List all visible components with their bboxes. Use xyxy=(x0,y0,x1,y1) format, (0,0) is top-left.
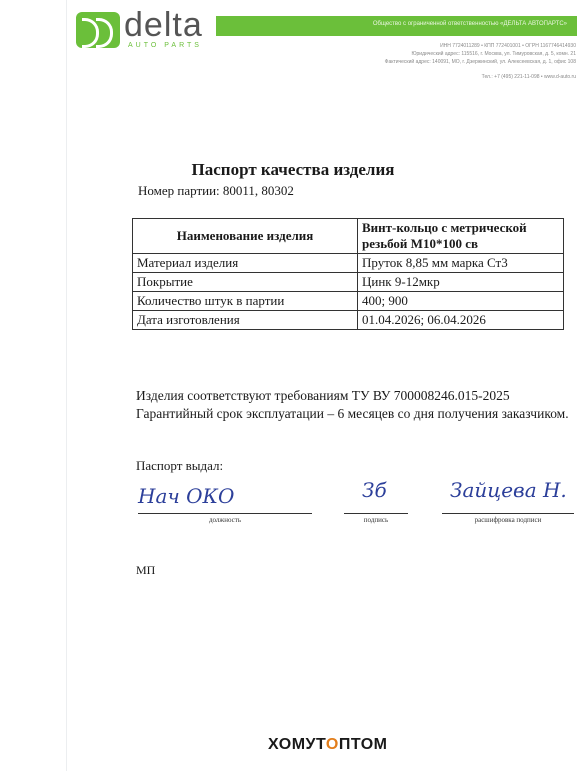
row-value: 01.04.2026; 06.04.2026 xyxy=(358,311,564,330)
warranty-text: Гарантийный срок эксплуатации – 6 месяцев со дня получения заказчиком. xyxy=(136,406,569,421)
row-label: Дата изготовления xyxy=(133,311,358,330)
issued-by-label: Паспорт выдал: xyxy=(136,458,224,473)
table-row xyxy=(133,292,564,311)
stamp-label: МП xyxy=(136,563,156,577)
requisites-line-3: Фактический адрес: 140091, МО, г. Дзержинский, ул. Алексеевская, д. 1, офис 108 xyxy=(384,59,576,65)
signature-caption: подпись xyxy=(344,513,408,524)
compliance-text: Изделия соответствуют требованиям ТУ ВУ 700008246.015-2025 xyxy=(136,388,510,403)
row-value: Пруток 8,85 мм марка Ст3 xyxy=(358,254,564,273)
signature-decode-caption: расшифровка подписи xyxy=(442,513,574,524)
batch-number: Номер партии: 80011, 80302 xyxy=(138,183,294,198)
logo-sub: AUTO PARTS xyxy=(128,42,202,49)
requisites-line-2: Юридический адрес: 115516, г. Москва, ул. Тимуровская, д. 5, комн. 21 xyxy=(411,51,576,57)
product-table xyxy=(132,218,564,330)
brand-pre: ХОМУТ xyxy=(268,736,326,753)
delta-logo-mark-icon xyxy=(76,12,120,48)
row-value: 400; 900 xyxy=(358,292,564,311)
handwritten-signature: Зб xyxy=(362,478,387,502)
handwritten-position: Нач ОКО xyxy=(138,484,235,508)
brand-post: ПТОМ xyxy=(338,736,388,753)
table-header-left: Наименование изделия xyxy=(133,219,358,254)
table-row xyxy=(133,273,564,292)
document-title: Паспорт качества изделия xyxy=(191,160,395,179)
table-header-row xyxy=(133,219,564,254)
delta-logo xyxy=(76,6,211,50)
requisites-line-4: Тел.: +7 (495) 221-11-098 • www.d-auto.ru xyxy=(481,74,576,80)
row-label: Материал изделия xyxy=(133,254,358,273)
table-row xyxy=(133,311,564,330)
handwritten-name: Зайцева Н. xyxy=(450,478,567,502)
table-header-right: Винт-кольцо с метрической резьбой М10*100 св xyxy=(358,219,564,254)
brand-o: О xyxy=(325,736,339,753)
table-row xyxy=(133,254,564,273)
footer-brand-logo xyxy=(268,736,387,754)
row-label: Количество штук в партии xyxy=(133,292,358,311)
row-value: Цинк 9-12мкр xyxy=(358,273,564,292)
company-banner xyxy=(216,16,577,36)
logo-word: delta xyxy=(124,6,203,44)
document-page xyxy=(66,0,586,771)
signature-position-caption: должность xyxy=(138,513,312,524)
row-label: Покрытие xyxy=(133,273,358,292)
requisites-line-1: ИНН 7724011289 • КПП 772401001 • ОГРН 1167746414930 xyxy=(440,43,576,49)
company-name: Общество с ограниченной ответственностью «ДЕЛЬТА АВТОПАРТС» xyxy=(372,21,567,27)
